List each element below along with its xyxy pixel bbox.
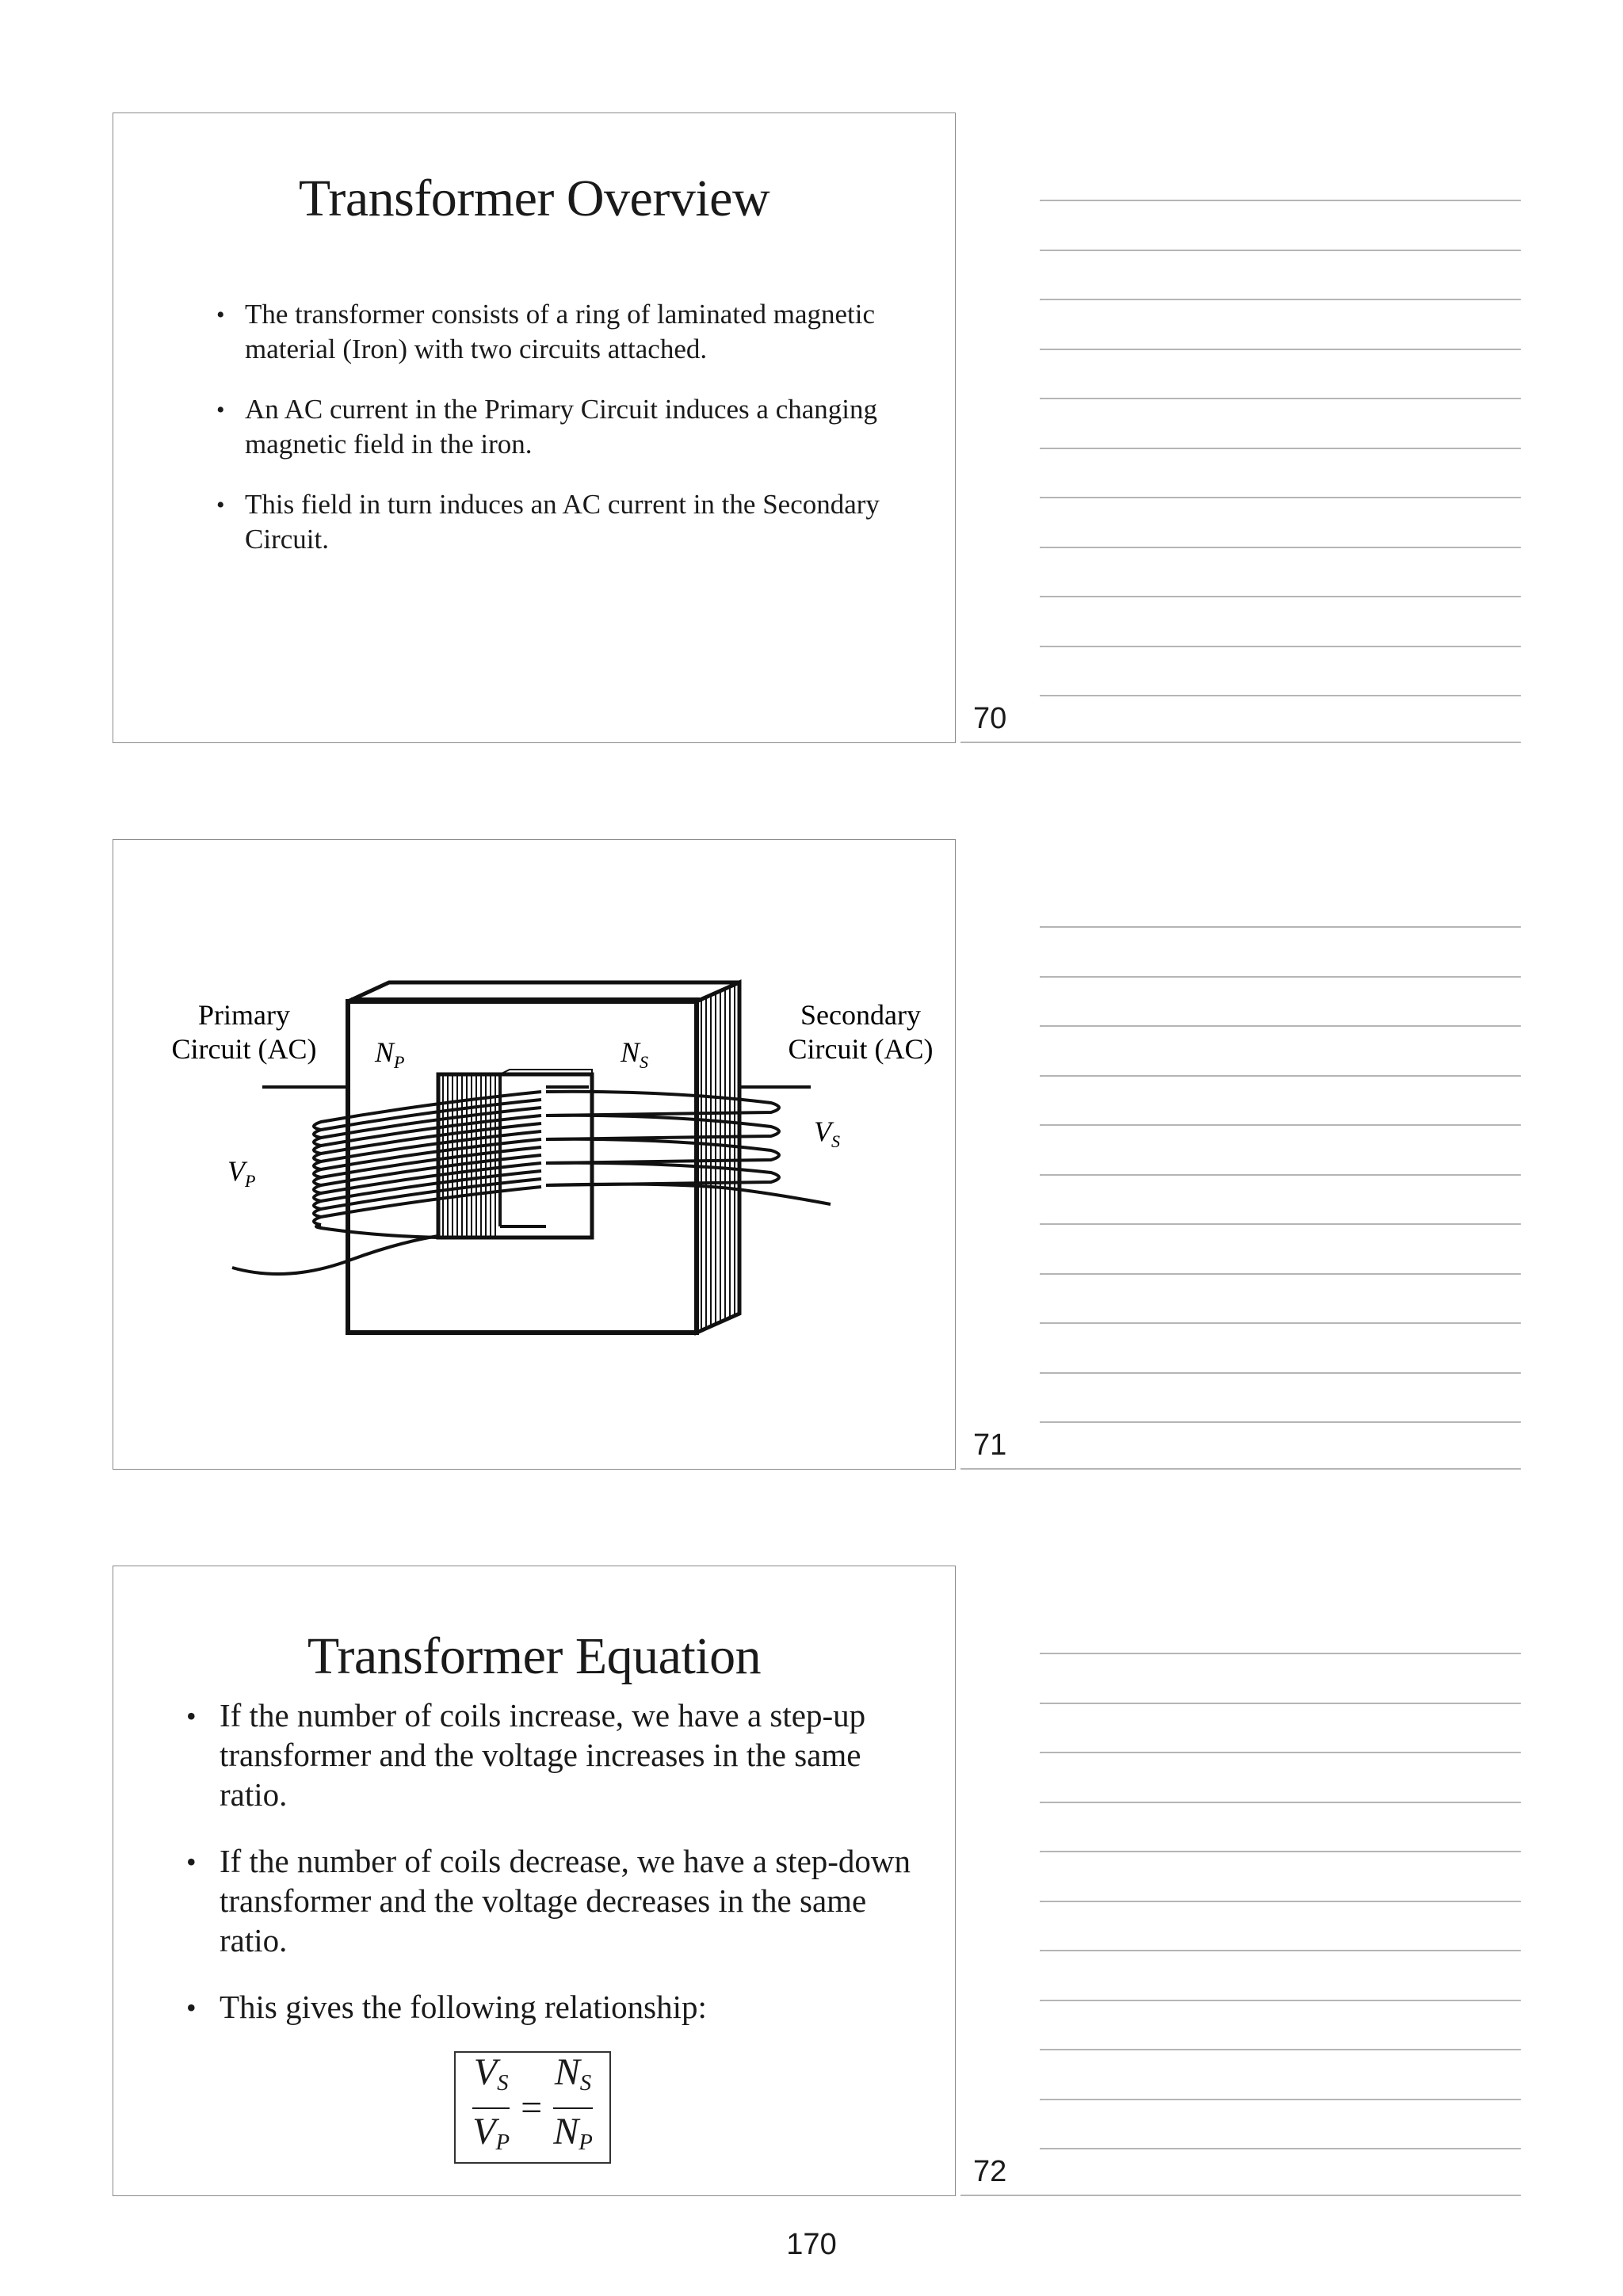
note-line (1040, 1421, 1521, 1423)
rhs-numerator: $N_S$ (554, 2050, 592, 2096)
slide-number: 72 (973, 2155, 1007, 2188)
note-line (1040, 1703, 1521, 1704)
note-line (1040, 2049, 1521, 2050)
slide-transformer-equation (113, 1566, 956, 2196)
note-line (1040, 596, 1521, 597)
vs-symbol: V (814, 1116, 831, 1147)
secondary-label-line2: Circuit (AC) (788, 1033, 934, 1065)
bullet-item (216, 297, 882, 367)
bullet-item (186, 1695, 923, 1814)
bullet-text: This gives the following relationship: (220, 1989, 707, 2025)
note-baseline (960, 742, 1521, 743)
fraction-bar (553, 2107, 593, 2110)
note-line (1040, 1653, 1521, 1654)
note-line (1040, 1223, 1521, 1225)
vp-subscript: P (245, 1171, 256, 1191)
np-subscript: P (394, 1052, 405, 1072)
note-line (1040, 695, 1521, 696)
bullet-icon: • (216, 302, 225, 328)
note-line (1040, 646, 1521, 647)
bullet-item (186, 1841, 923, 1960)
slide-transformer-diagram (113, 839, 956, 1470)
primary-label-line1: Primary (198, 999, 290, 1031)
note-line (1040, 2148, 1521, 2149)
note-line (1040, 1322, 1521, 1324)
transformer-equation (454, 2051, 611, 2164)
equals-sign: = (521, 2086, 543, 2129)
secondary-label-line1: Secondary (800, 999, 921, 1031)
note-line (1040, 1851, 1521, 1852)
lhs-numerator: $V_S$ (473, 2050, 509, 2096)
secondary-label-sub (789, 1033, 934, 1065)
slide-number: 70 (973, 702, 1007, 735)
note-line (1040, 1174, 1521, 1176)
slide-title: Transformer Equation (307, 1627, 762, 1685)
note-line (1040, 1950, 1521, 1951)
bullet-text: If the number of coils decrease, we have a step-down transformer and the voltage decreases in the same ratio. (220, 1843, 911, 1958)
lhs-denominator: $V_P$ (472, 2111, 510, 2156)
note-line (1040, 2099, 1521, 2100)
note-line (1040, 448, 1521, 449)
primary-label-sub (172, 1033, 317, 1065)
bullet-list (186, 1695, 923, 2054)
note-baseline (960, 1468, 1521, 1470)
bullet-icon: • (216, 397, 225, 423)
note-line (1040, 926, 1521, 928)
note-line (1040, 497, 1521, 498)
lhs-fraction (472, 2051, 510, 2164)
ns-symbol: N (621, 1036, 640, 1068)
slide-number: 71 (973, 1428, 1007, 1462)
note-line (1040, 349, 1521, 350)
vp-symbol: V (227, 1155, 245, 1187)
vs-label (814, 1116, 840, 1151)
vs-subscript: S (831, 1131, 840, 1151)
primary-label-line2: Circuit (AC) (171, 1033, 317, 1065)
slide-title: Transformer Overview (298, 170, 770, 227)
note-line (1040, 1752, 1521, 1753)
primary-label (198, 999, 290, 1031)
slide-transformer-overview (113, 113, 956, 743)
np-symbol: N (375, 1036, 395, 1068)
fraction-bar (472, 2107, 510, 2110)
bullet-text: An AC current in the Primary Circuit induces a changing magnetic field in the iron. (245, 394, 878, 460)
note-line (1040, 1372, 1521, 1374)
note-line (1040, 2000, 1521, 2001)
bullet-icon: • (216, 492, 225, 518)
bullet-text: This field in turn induces an AC current in the Secondary Circuit. (245, 489, 880, 555)
ns-subscript: S (640, 1052, 649, 1072)
bullet-item (216, 487, 882, 557)
bullet-icon: • (186, 1846, 197, 1878)
rhs-fraction (553, 2051, 593, 2164)
note-line (1040, 976, 1521, 978)
note-line (1040, 547, 1521, 548)
bullet-icon: • (186, 1700, 197, 1732)
core-front-face (348, 1001, 697, 1333)
note-line (1040, 1025, 1521, 1027)
bullet-list (216, 297, 882, 582)
transformer-diagram (113, 840, 957, 1470)
np-label (374, 1036, 404, 1072)
note-line (1040, 299, 1521, 300)
secondary-coil (546, 1092, 779, 1185)
bullet-item (216, 392, 882, 462)
note-line (1040, 1802, 1521, 1803)
page-number: 170 (786, 2228, 837, 2261)
note-line (1040, 200, 1521, 201)
note-baseline (960, 2195, 1521, 2196)
bullet-item (186, 1987, 923, 2027)
note-line (1040, 398, 1521, 399)
bullet-text: If the number of coils increase, we have a step-up transformer and the voltage increases in the same ratio. (220, 1697, 866, 1813)
note-line (1040, 1901, 1521, 1902)
note-line (1040, 1075, 1521, 1077)
note-line (1040, 250, 1521, 251)
bullet-icon: • (186, 1992, 197, 2023)
bullet-text: The transformer consists of a ring of laminated magnetic material (Iron) with two circuits attached. (245, 299, 876, 364)
secondary-label (800, 999, 921, 1031)
note-line (1040, 1124, 1521, 1126)
ns-label (620, 1036, 648, 1072)
core-side-face (697, 982, 739, 1333)
rhs-denominator: $N_P$ (553, 2111, 593, 2156)
note-line (1040, 1273, 1521, 1275)
vp-label (227, 1155, 255, 1191)
